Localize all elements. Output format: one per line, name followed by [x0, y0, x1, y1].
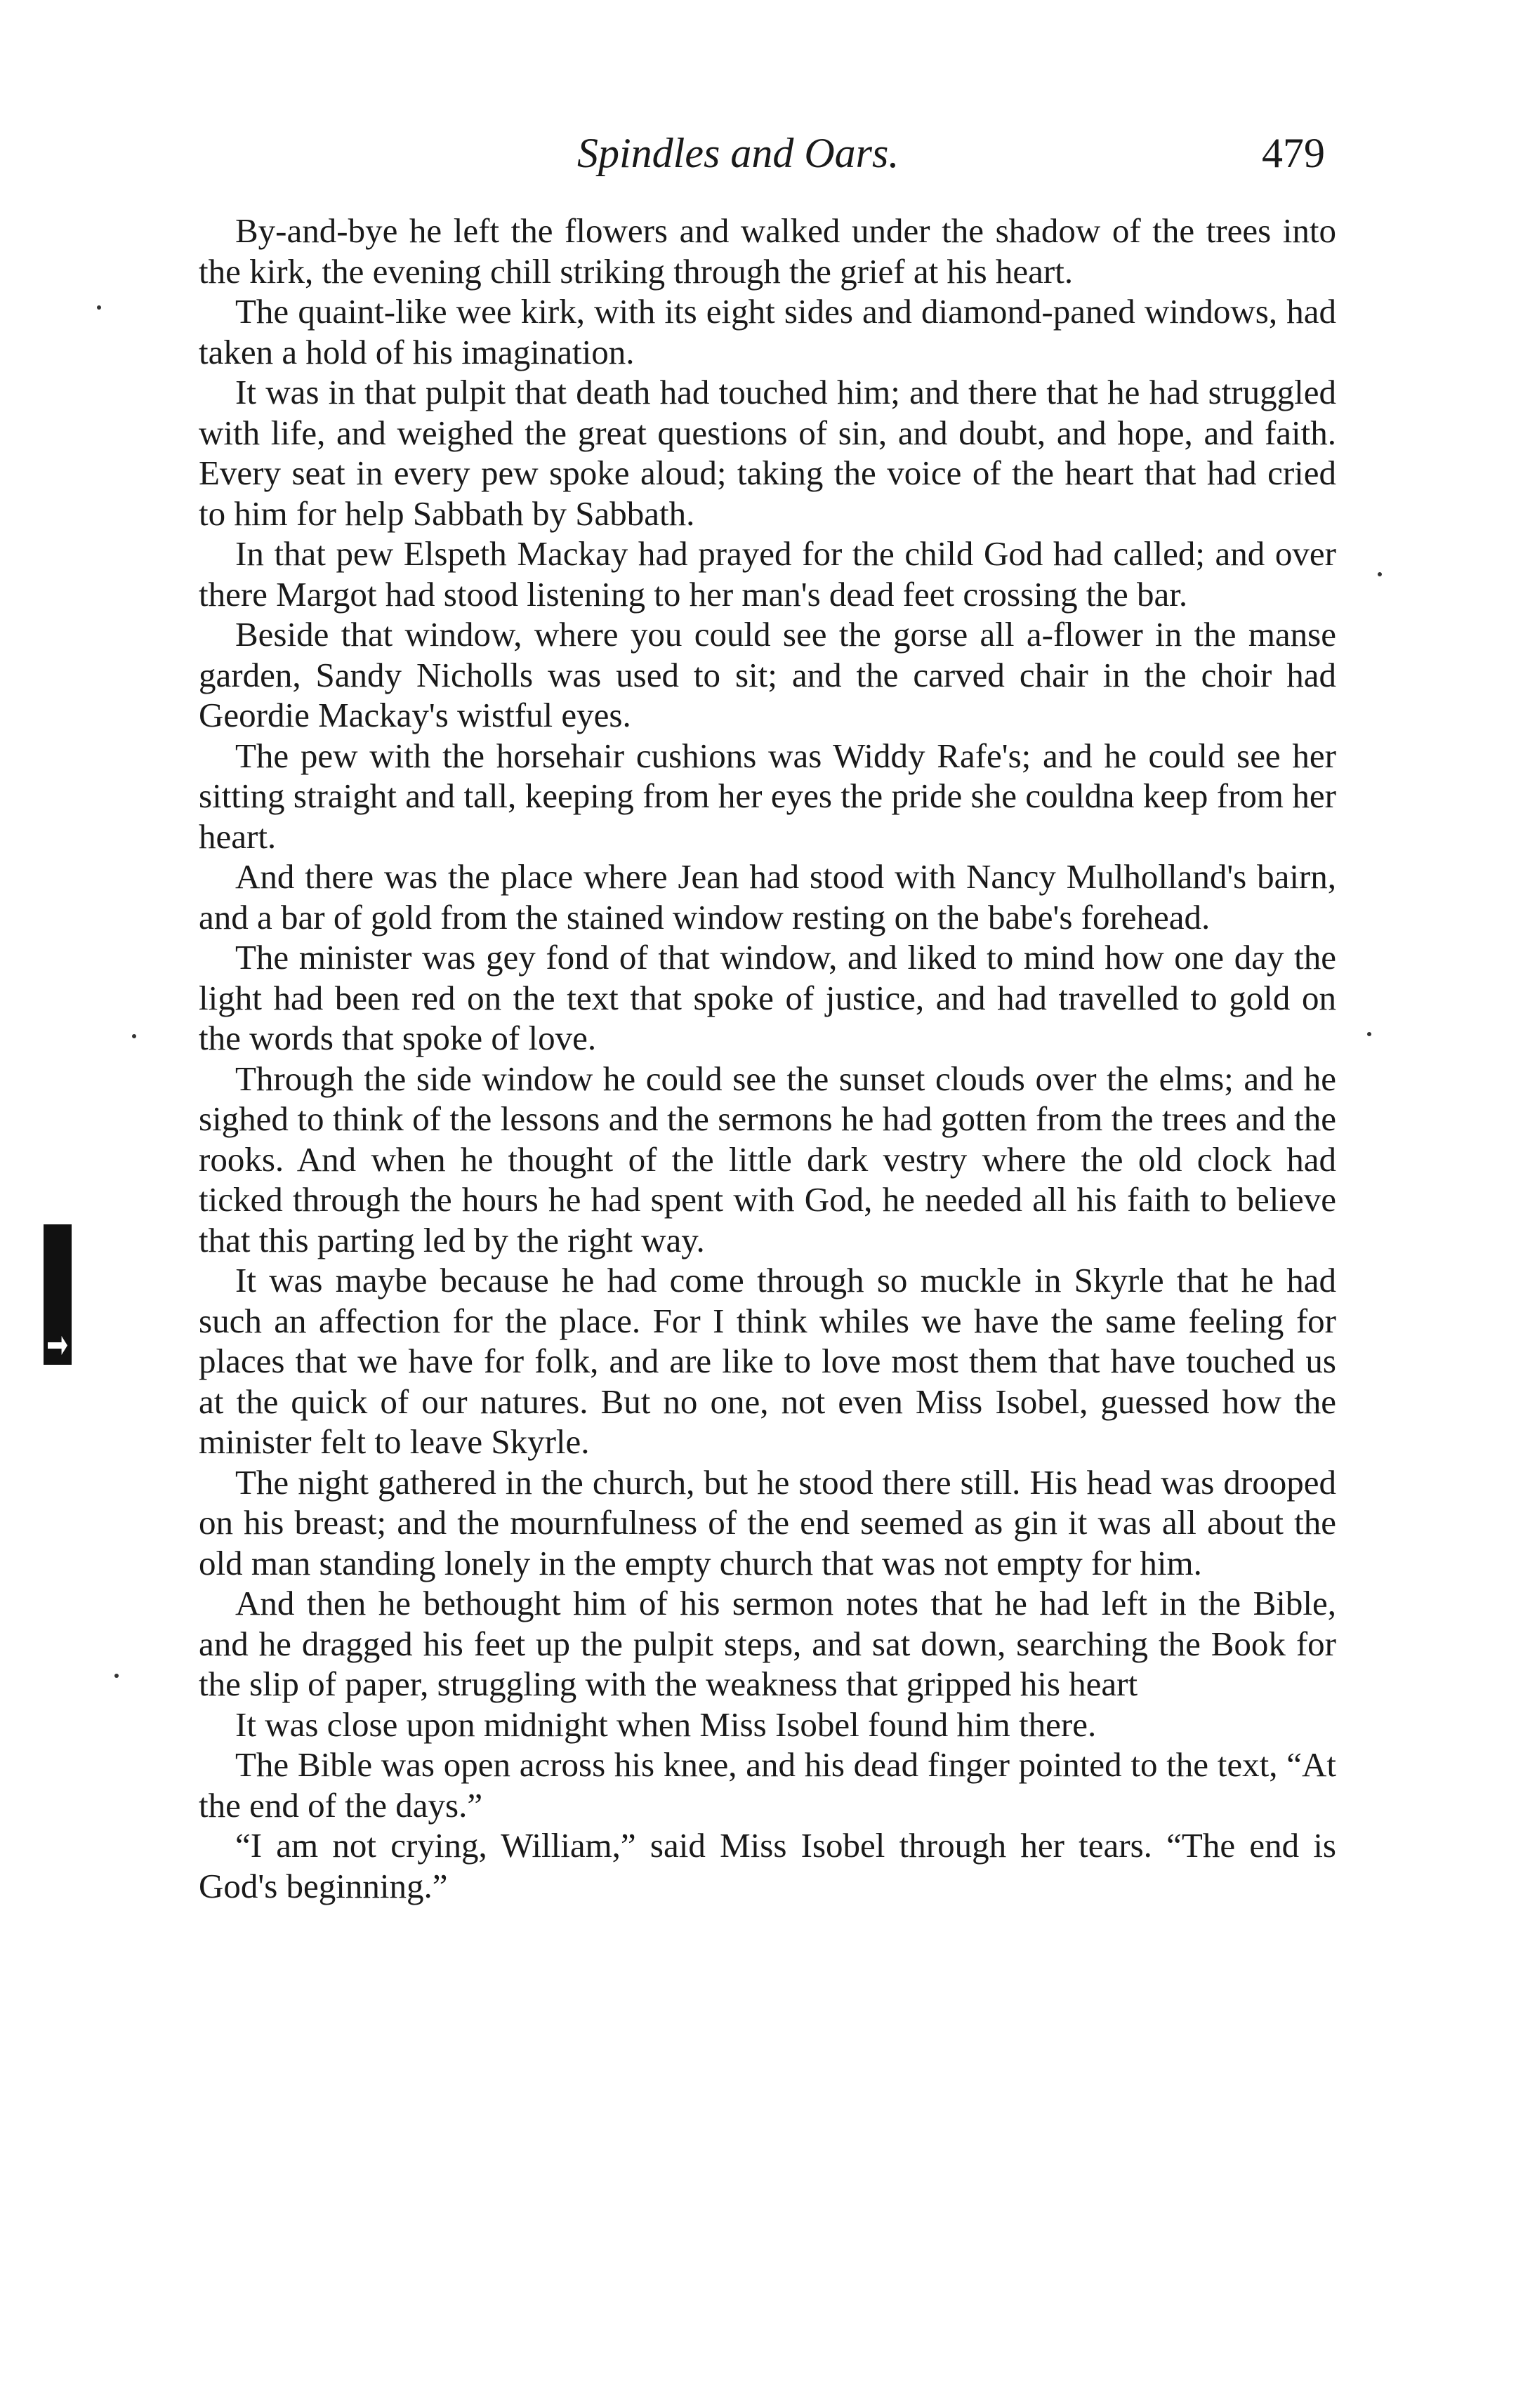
paragraph: In that pew Elspeth Mackay had prayed for the child God had called; and over there Margot had stood listening to her man's dead feet crossing the bar.	[199, 534, 1336, 614]
running-head	[0, 125, 1523, 181]
paragraph: “I am not crying, William,” said Miss Isobel through her tears. “The end is God's beginning.”	[199, 1826, 1336, 1905]
paragraph: The quaint-like wee kirk, with its eight sides and diamond-paned windows, had taken a hold of his imagination.	[199, 292, 1336, 371]
text-body	[199, 211, 1336, 1906]
speck	[97, 305, 101, 310]
page-number: 479	[1262, 130, 1325, 176]
paragraph: And then he bethought him of his sermon notes that he had left in the Bible, and he dragged his feet up the pulpit steps, and sat down, searching the Book for the slip of paper, struggling with the weakness that gripped his heart	[199, 1584, 1336, 1703]
paragraph: It was in that pulpit that death had touched him; and there that he had struggled with life, and weighed the great questions of sin, and doubt, and hope, and faith. Every seat in every pew spoke aloud; taking the voice of the heart that had cried to him for help Sabbath by Sabbath.	[199, 373, 1336, 533]
paragraph: It was close upon midnight when Miss Isobel found him there.	[235, 1705, 1097, 1744]
speck	[1367, 1032, 1371, 1036]
paragraph: The night gathered in the church, but he stood there still. His head was drooped on his breast; and the mournfulness of the end seemed as gin it was all about the old man standing lonely in the empty church that was not empty for him.	[199, 1462, 1336, 1582]
running-title: Spindles and Oars.	[577, 130, 899, 176]
paragraph: It was maybe because he had come through so muckle in Skyrle that he had such an affection for the place. For I think whiles we have the same feeling for places that we have for folk, and are like to love most them that have touched us at the quick of our natures. But no one, not even Miss Isobel, guessed how the minister felt to leave Skyrle.	[199, 1261, 1336, 1461]
paragraph: And there was the place where Jean had stood with Nancy Mulholland's bairn, and a bar of gold from the stained window resting on the babe's forehead.	[199, 857, 1336, 937]
paragraph: Through the side window he could see the sunset clouds over the elms; and he sighed to think of the lessons and the sermons he had gotten from the trees and the rooks. And when he thought of the little dark vestry where the old clock had ticked through the hours he had spent with God, he needed all his faith to believe that this parting led by the right way.	[199, 1059, 1336, 1259]
speck	[114, 1674, 119, 1678]
paragraph: Beside that window, where you could see the gorse all a-flower in the manse garden, Sandy Nicholls was used to sit; and the carved chair in the choir had Geordie Mackay's wistful eyes.	[199, 615, 1336, 734]
paragraph: The minister was gey fond of that window, and liked to mind how one day the light had been red on the text that spoke of justice, and had travelled to gold on the words that spoke of love.	[199, 938, 1336, 1057]
scan-mark	[44, 1224, 72, 1365]
paragraph: The Bible was open across his knee, and his dead finger pointed to the text, “At the end of the days.”	[199, 1745, 1336, 1825]
paragraph: The pew with the horsehair cushions was Widdy Rafe's; and he could see her sitting straight and tall, keeping from her eyes the pride she couldna keep from her heart.	[199, 736, 1336, 856]
speck	[1378, 572, 1382, 576]
speck	[132, 1034, 136, 1038]
paragraph: By-and-bye he left the flowers and walked under the shadow of the trees into the kirk, the evening chill striking through the grief at his heart.	[199, 211, 1336, 291]
